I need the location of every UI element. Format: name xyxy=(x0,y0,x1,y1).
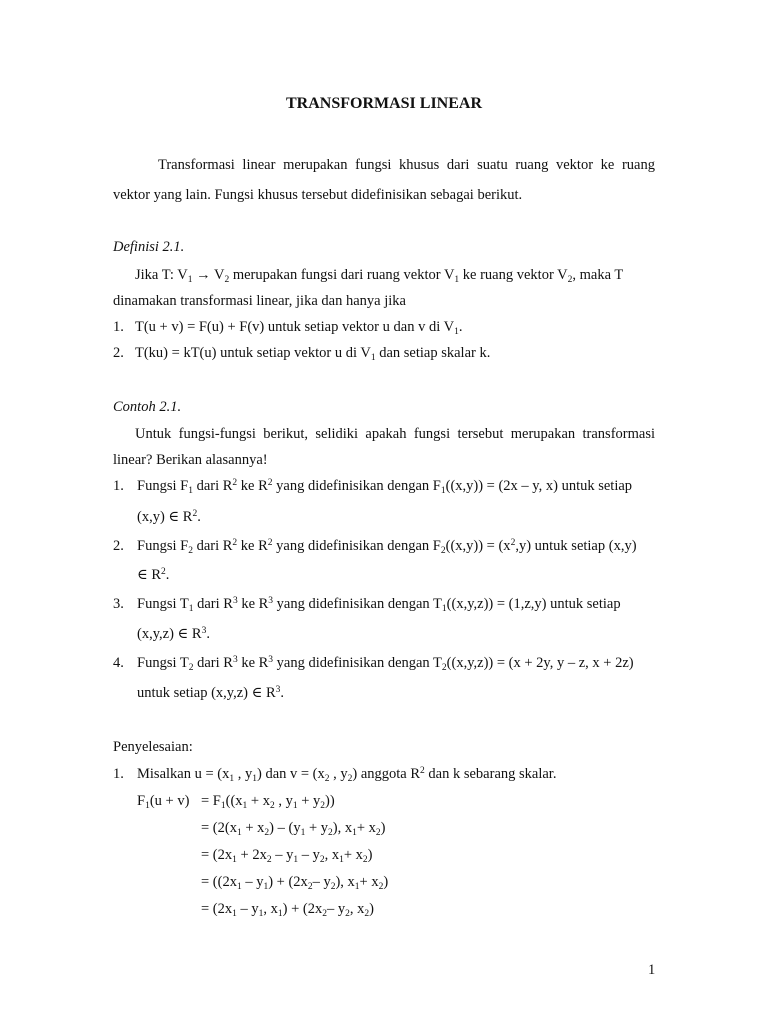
penyelesaian-item-1-text: Misalkan $u = (x_1$ , $y_1$) dan $v = (x_2$ , $y_2$) anggota $R^2$ dan k sebarang skalar. xyxy=(137,766,557,784)
definisi-item-1-text: T(u + v) = F(u) + F(v) untuk setiap vektor u dan v di $V_1$. xyxy=(135,319,463,337)
contoh-item-1-line-2: (x,y) ∈ $R^2$. xyxy=(137,509,201,525)
derivation-step-5: = ($2x_1 - y_1$, $x_1) + (2x_2-$ $y_2$, $x_2$) xyxy=(201,901,374,919)
derivation-lhs: $F_1(u + v)$ xyxy=(137,793,190,811)
contoh-heading: Contoh 2.1. xyxy=(113,399,182,415)
contoh-item-3-num: 3. xyxy=(113,596,124,612)
intro-line-1: Transformasi linear merupakan fungsi khusus dari suatu ruang vektor ke ruang xyxy=(158,157,655,173)
contoh-item-4-line-2: untuk setiap (x,y,z) ∈ $R^3$. xyxy=(137,685,285,701)
derivation-step-3: = ($2x_1 + 2x_2 - y_1 - y_2$, $x_1+ x_2$) xyxy=(201,847,373,865)
contoh-line-1: Untuk fungsi-fungsi berikut, selidiki apakah fungsi tersebut merupakan transformasi xyxy=(135,426,655,442)
derivation-step-2: = ($2(x_1 + x_2) - (y_1 + y_2)$, $x_1+ x_2$) xyxy=(201,820,386,838)
contoh-item-4-num: 4. xyxy=(113,655,124,671)
penyelesaian-item-1-num: 1. xyxy=(113,766,124,782)
definisi-item-2-text: T(ku) = kT(u) untuk setiap vektor u di $V_1$ dan setiap skalar k. xyxy=(135,345,491,363)
contoh-item-1-num: 1. xyxy=(113,478,124,494)
contoh-item-4-line-1: Fungsi $T_2$ dari $R^3$ ke $R^3$ yang didefinisikan dengan $T_2((x,y,z)) = (x + 2y$, y – z, x + 2z) xyxy=(137,655,634,673)
definisi-line-2: dinamakan transformasi linear, jika dan hanya jika xyxy=(113,293,406,309)
contoh-item-3-line-2: (x,y,z) ∈ $R^3$. xyxy=(137,626,210,642)
penyelesaian-heading: Penyelesaian: xyxy=(113,739,193,755)
contoh-line-2: linear? Berikan alasannya! xyxy=(113,452,268,468)
contoh-item-2-line-2: ∈ $R^2$. xyxy=(137,567,170,583)
contoh-item-2-num: 2. xyxy=(113,538,124,554)
definisi-heading: Definisi 2.1. xyxy=(113,239,185,255)
intro-line-2: vektor yang lain. Fungsi khusus tersebut didefinisikan sebagai berikut. xyxy=(113,187,523,203)
definisi-item-2: 2. xyxy=(113,345,124,361)
derivation-step-4: = ($(2x_1 - y_1) + (2x_2-$ $y_2$), $x_1+ x_2$) xyxy=(201,874,389,892)
derivation-step-1: = $F_1((x_1 + x_2$ , $y_1 + y_2$)) xyxy=(201,793,335,811)
definisi-line-1: Jika T: $V_1 \to V_2$ merupakan fungsi dari ruang vektor $V_1$ ke ruang vektor $V_2$, maka T xyxy=(135,267,624,285)
contoh-item-3-line-1: Fungsi $T_1$ dari $R^3$ ke $R^3$ yang didefinisikan dengan $T_1((x,y,z)) = (1,z,y)$ untuk setiap xyxy=(137,596,621,614)
definisi-item-1: 1. xyxy=(113,319,124,335)
contoh-item-2-line-1: Fungsi $F_2$ dari $R^2$ ke $R^2$ yang didefinisikan dengan $F_2((x,y)) = (x^2,y)$ untuk setiap (x,y) xyxy=(137,538,637,556)
page-title: TRANSFORMASI LINEAR xyxy=(285,95,483,112)
contoh-item-1-line-1: Fungsi $F_1$ dari $R^2$ ke $R^2$ yang didefinisikan dengan $F_1((x,y)) = (2x - y$, x) untuk setiap xyxy=(137,478,633,496)
page-number: 1 xyxy=(648,962,656,978)
